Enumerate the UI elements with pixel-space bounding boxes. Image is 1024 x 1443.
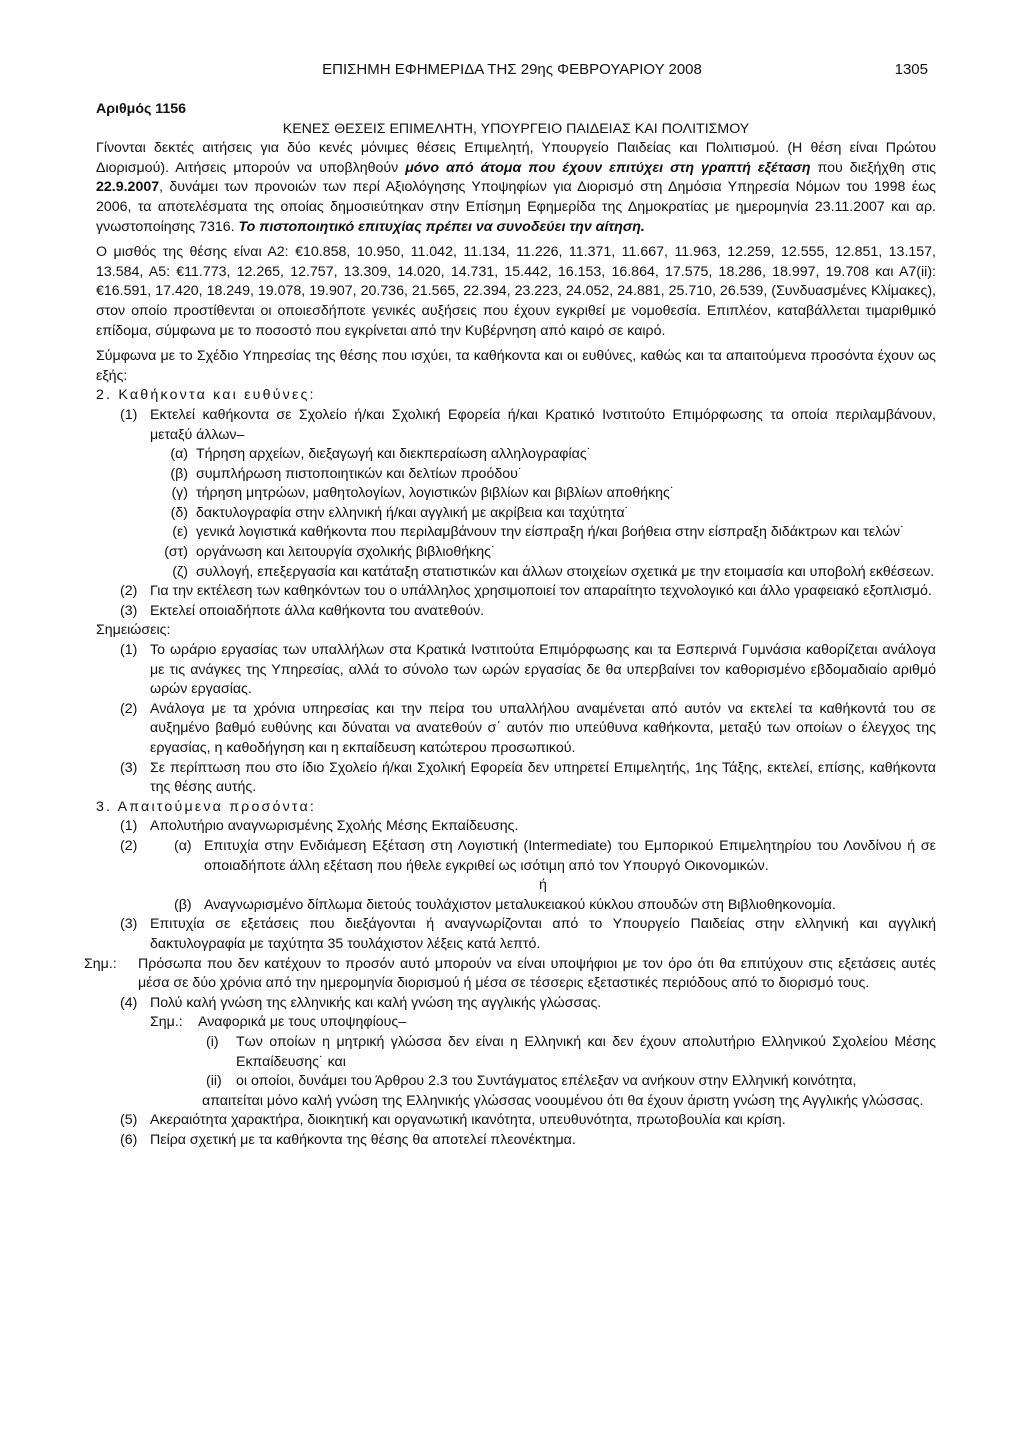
notes-section-title: Σημειώσεις: xyxy=(96,622,171,639)
duty-subitem-label: (δ) xyxy=(170,504,188,521)
duty-item-3-text: Εκτελεί οποιαδήποτε άλλα καθήκοντα του ανατεθούν. xyxy=(150,602,485,619)
language-condition-ii-label: (ii) xyxy=(206,1073,222,1090)
notice-title: ΚΕΝΕΣ ΘΕΣΕΙΣ ΕΠΙΜΕΛΗΤΗ, ΥΠΟΥΡΓΕΙΟ ΠΑΙΔΕΙΑΣ ΚΑΙ ΠΟΛΙΤΙΣΜΟΥ xyxy=(282,120,750,137)
duty-item-1 xyxy=(96,406,936,445)
note-item-text: Ανάλογα με τα χρόνια υπηρεσίας και την πείρα του υπαλλήλου αναμένεται από αυτόν να εκτελεί τα καθήκοντά του σε αυξημένο βαθμό ευθύνης και δύναται να ανατεθούν σ΄ αυτόν πιο υπεύθυνα καθήκοντα, μεταξύ των οποίων ο έλεγχος της εργασίας, η καθοδήγηση και η εκπαίδευση κατώτερου προσωπικού. xyxy=(150,700,936,756)
qualification-item-3-text: Επιτυχία σε εξετάσεις που διεξάγονται ή αναγνωρίζονται από το Υπουργείο Παιδείας στην ελληνική και αγγλική δακτυλογραφία με ταχύτητα 35 τουλάχιστον λέξεις κατά λεπτό. xyxy=(150,916,936,952)
qualification-item-5-label: (5) xyxy=(120,1112,138,1129)
duty-item-2-label: (2) xyxy=(120,583,138,600)
qualification-item-3-label: (3) xyxy=(120,916,138,933)
qualification-item-5-text: Ακεραιότητα χαρακτήρα, διοικητική και οργανωτική ικανότητα, υπευθυνότητα, πρωτοβουλία και κρίση. xyxy=(150,1112,786,1129)
intro-exam-date: 22.9.2007 xyxy=(96,179,160,196)
note-item xyxy=(96,700,936,759)
intro-emphasis-certificate: Το πιστοποιητικό επιτυχίας πρέπει να συνοδεύει την αίτηση. xyxy=(238,218,645,235)
intro-text-a: Γίνονται δεκτές αιτήσεις για δύο κενές μόνιμες θέσεις Επιμελητή, Υπουργείο Παιδείας και Πολιτισμού. (Η θέση είναι Πρώτου Διορισμού). Αιτήσεις μπορούν να υποβληθούν xyxy=(96,140,936,176)
qualifications-section-label: Απαιτούμενα προσόντα: xyxy=(117,798,317,815)
language-note xyxy=(96,1013,936,1033)
language-condition-i-text: Των οποίων η μητρική γλώσσα δεν είναι η Ελληνική και δεν έχουν απολυτήριο Ελληνικού Σχολείου Μέσης Εκπαίδευσης˙ και xyxy=(236,1033,936,1070)
qualification-item-2b-text: Αναγνωρισμένο δίπλωμα διετούς τουλάχιστον μεταλυκειακού κύκλου σπουδών στη Βιβλιοθηκονομία. xyxy=(204,896,836,913)
duty-subitem-text: γενικά λογιστικά καθήκοντα που περιλαμβάνουν την είσπραξη ή/και βοήθεια στην είσπραξη διδάκτρων και τελών˙ xyxy=(196,524,905,541)
duty-subitem-label: (γ) xyxy=(171,485,188,502)
qualification-item-2-label: (2) xyxy=(120,837,138,854)
duty-subitem-text: δακτυλογραφία στην ελληνική ή/και αγγλική με ακρίβεια και ταχύτητα˙ xyxy=(196,504,630,521)
note-item-text: Σε περίπτωση που στο ίδιο Σχολείο ή/και Σχολική Εφορεία δεν υπηρετεί Επιμελητής, 1ης Τάξης, εκτελεί, επίσης, καθήκοντα της θέσης αυτής. xyxy=(150,759,936,796)
duty-subitem-text: συλλογή, επεξεργασία και κατάταξη στατιστικών και άλλων στοιχείων σχετικά με την ετοιμασία και υποβολή εκθέσεων. xyxy=(196,563,935,580)
duty-subitem-text: συμπλήρωση πιστοποιητικών και δελτίων προόδου˙ xyxy=(196,465,523,482)
notice-number: Αριθμός 1156 xyxy=(96,101,187,117)
duty-item-3 xyxy=(96,602,936,622)
qualification-item-2b-label: (β) xyxy=(174,896,192,913)
duty-item-2 xyxy=(96,582,936,602)
duty-subitem-text: Τήρηση αρχείων, διεξαγωγή και διεκπεραίωση αλληλογραφίας˙ xyxy=(196,446,592,463)
duty-subitem xyxy=(96,445,936,465)
intro-text-c: που διεξήχθη στις xyxy=(810,159,936,176)
duty-subitem-label: (α) xyxy=(170,446,188,463)
qualification-item-1-text: Απολυτήριο αναγνωρισμένης Σχολής Μέσης Εκπαίδευσης. xyxy=(150,818,519,835)
language-note-label: Σημ.: xyxy=(150,1014,183,1031)
qualification-item-2 xyxy=(96,837,936,915)
qualification-item-1 xyxy=(96,817,936,837)
intro-emphasis-exam: μόνο από άτομα που έχουν επιτύχει στη γραπτή εξέταση xyxy=(405,159,811,176)
duty-subitem-label: (ζ) xyxy=(172,563,188,580)
duty-subitem xyxy=(96,465,936,485)
qualification-item-2a xyxy=(150,837,936,876)
salary-paragraph: Ο μισθός της θέσης είναι Α2: €10.858, 10.950, 11.042, 11.134, 11.226, 11.371, 11.667, 11.963, 12.259, 12.555, 12.851, 13.157, 13.584, Α5: €11.773, 12.265, 12.757, 13.309, 14.020, 14.731, 15.442, 16.153, 16.864, 17.575, 18.286, 18.997, 19.708 και Α7(ii): €16.591, 17.420, 18.249, 19.078, 19.907, 20.736, 21.565, 22.394, 23.223, 24.052, 24.881, 25.710, 26.539, (Συνδυασμένες Κλίμακες), στον οποίο προστίθενται οι οποιεσδήποτε γενικές αυξήσεις που έχουν εγκριθεί με νομοθεσία. Επιπλέον, καταβάλλεται τιμαριθμικό επίδομα, σύμφωνα με το ποσοστό που εγκρίνεται από την Κυβέρνηση από καιρό σε καιρό. xyxy=(96,244,936,339)
language-condition-ii xyxy=(96,1072,936,1092)
qualification-item-2b xyxy=(150,896,936,916)
duty-subitem-text: οργάνωση και λειτουργία σχολικής βιβλιοθήκης˙ xyxy=(196,544,496,561)
note-item xyxy=(96,641,936,700)
duties-section-number: 2. xyxy=(96,387,113,404)
qualification-item-4-label: (4) xyxy=(120,994,138,1011)
notice-intro xyxy=(96,139,936,237)
qualification-item-6-label: (6) xyxy=(120,1131,138,1148)
language-condition-i xyxy=(96,1033,936,1072)
qualification-item-2a-label: (α) xyxy=(174,837,192,854)
duties-section-label: Καθήκοντα και ευθύνες: xyxy=(118,387,316,404)
qualification-or: ή xyxy=(539,877,547,894)
duty-subitem xyxy=(96,523,936,543)
duty-item-1-text: Εκτελεί καθήκοντα σε Σχολείο ή/και Σχολική Εφορεία ή/και Κρατικό Ινστιτούτο Επιμόρφωσης τα οποία περιλαμβάνουν, μεταξύ άλλων– xyxy=(150,406,936,443)
page-number: 1305 xyxy=(894,61,928,78)
qualifications-section-number: 3. xyxy=(96,798,113,815)
duty-subitem-label: (β) xyxy=(170,465,188,482)
note-item-label: (1) xyxy=(120,642,138,659)
note-item-label: (2) xyxy=(120,700,138,717)
qualification-item-1-label: (1) xyxy=(120,818,138,835)
duty-item-3-label: (3) xyxy=(120,602,138,619)
language-note-text: Αναφορικά με τους υποψηφίους– xyxy=(198,1014,407,1031)
notice-body xyxy=(84,100,936,1150)
qualification-item-6 xyxy=(96,1131,936,1151)
note-item-label: (3) xyxy=(120,759,138,776)
duties-section-title xyxy=(96,386,936,406)
qualification-item-2a-text: Επιτυχία στην Ενδιάμεση Εξέταση στη Λογιστική (Intermediate) του Εμπορικού Επιμελητηρίου του Λονδίνου ή σε οποιαδήποτε άλλη εξέταση που ήθελε εγκριθεί ως ισότιμη από τον Υπουργό Οικονομικών. xyxy=(204,837,936,874)
intro-text-e: , δυνάμει των προνοιών των περί Αξιολόγησης Υποψηφίων για Διορισμό στη Δημόσια Υπηρεσία Νόμων του 1998 έως 2006, τα αποτελέσματα της οποίας δημοσιεύτηκαν στην Επίσημη Εφημερίδα της Δημοκρατίας με ημερομηνία 23.11.2007 και αρ. γνωστοποίησης 7316. xyxy=(96,179,936,235)
duty-subitem xyxy=(96,543,936,563)
duty-subitem xyxy=(96,563,936,583)
duty-subitem xyxy=(96,504,936,524)
scheme-paragraph: Σύμφωνα με το Σχέδιο Υπηρεσίας της θέσης που ισχύει, τα καθήκοντα και οι ευθύνες, καθώς και τα απαιτούμενα προσόντα έχουν ως εξής: xyxy=(96,348,936,384)
qualification-item-2-body xyxy=(150,837,936,915)
note-item-text: Το ωράριο εργασίας των υπαλλήλων στα Κρατικά Ινστιτούτα Επιμόρφωσης και τα Εσπερινά Γυμνάσια καθορίζεται ανάλογα με τις ανάγκες της Υπηρεσίας, αλλά το σύνολο των ωρών εργασίας δε θα υπερβαίνει τον καθορισμένο εβδομαδιαίο αριθμό ωρών εργασίας. xyxy=(150,642,936,698)
language-condition-ii-text: οι οποίοι, δυνάμει του Άρθρου 2.3 του Συντάγματος επέλεξαν να ανήκουν στην Ελληνική κοινότητα, xyxy=(236,1073,857,1090)
gazette-header-title: ΕΠΙΣΗΜΗ ΕΦΗΜΕΡΙΔΑ ΤΗΣ 29ης ΦΕΒΡΟΥΑΡΙΟΥ 2008 xyxy=(322,61,702,78)
duty-subitem-text: τήρηση μητρώων, μαθητολογίων, λογιστικών βιβλίων και βιβλίων αποθήκης˙ xyxy=(196,485,675,502)
qualifications-section-title xyxy=(96,798,936,818)
qualification-item-4-text: Πολύ καλή γνώση της ελληνικής και καλή γνώση της αγγλικής γλώσσας. xyxy=(150,994,602,1011)
qualification-item-5 xyxy=(96,1111,936,1131)
qualification-item-3 xyxy=(96,915,936,954)
qualification-note xyxy=(84,955,936,994)
language-condition-i-label: (i) xyxy=(206,1033,219,1050)
duty-item-1-label: (1) xyxy=(120,406,138,423)
note-item xyxy=(96,759,936,798)
duty-item-2-text: Για την εκτέλεση των καθηκόντων του ο υπάλληλος χρησιμοποιεί τον απαραίτητο τεχνολογικό και άλλο γραφειακό εξοπλισμό. xyxy=(150,583,932,600)
duty-subitem xyxy=(96,484,936,504)
duty-subitem-label: (στ) xyxy=(164,544,188,561)
language-requirement-text: απαιτείται μόνο καλή γνώση της Ελληνικής γλώσσας νοουμένου ότι θα έχουν άριστη γνώση της Αγγλικής γλώσσας. xyxy=(202,1092,924,1109)
qualification-item-6-text: Πείρα σχετική με τα καθήκοντα της θέσης θα αποτελεί πλεονέκτημα. xyxy=(150,1131,576,1148)
qualification-note-label: Σημ.: xyxy=(84,955,117,972)
qualification-item-4 xyxy=(96,994,936,1014)
duty-subitem-label: (ε) xyxy=(172,524,188,541)
qualification-note-text: Πρόσωπα που δεν κατέχουν το προσόν αυτό μπορούν να είναι υποψήφιοι με τον όρο ότι θα επιτύχουν στις εξετάσεις αυτές μέσα σε δύο χρόνια από την ημερομηνία διορισμού ή μέσα σε τέσσερις εξεταστικές περιόδους από το διορισμό τους. xyxy=(138,955,936,992)
